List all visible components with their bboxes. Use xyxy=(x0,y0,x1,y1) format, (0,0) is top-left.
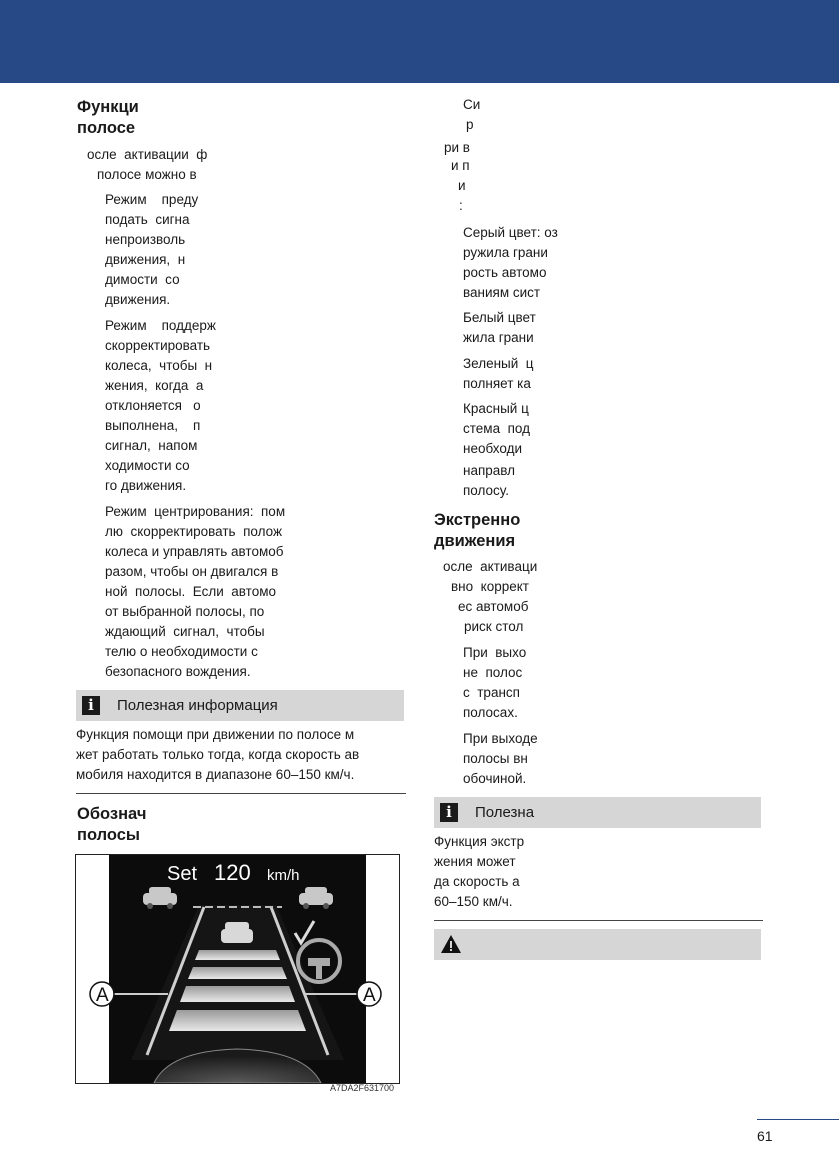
text-line: вно коррект xyxy=(451,579,529,594)
text-line: рость автомо xyxy=(463,265,547,280)
text-line: обочиной. xyxy=(463,771,527,786)
section-heading: движения xyxy=(434,532,516,550)
section-heading: Обознач xyxy=(77,805,147,823)
text-line: сигнал, напом xyxy=(105,438,198,453)
text-line: от выбранной полосы, по xyxy=(105,604,265,619)
text-line: лю скорректировать полож xyxy=(105,524,283,539)
callout-a-right-label: A xyxy=(363,985,376,1006)
text-line: и xyxy=(458,178,466,193)
text-line: и п xyxy=(451,158,470,173)
text-line: р xyxy=(466,117,474,132)
text-line: полосу. xyxy=(463,483,509,498)
text-line: движения, н xyxy=(105,252,186,267)
text-line: Белый цвет xyxy=(463,310,536,325)
warning-icon xyxy=(440,934,462,954)
text-line: безопасного вождения. xyxy=(105,664,251,679)
text-line: ри в xyxy=(444,140,470,155)
callout-a-left-label: A xyxy=(96,985,109,1006)
warning-bar xyxy=(434,929,761,960)
section-heading: полосе xyxy=(77,119,136,137)
text-line: жила грани xyxy=(463,330,534,345)
text-line: полосы вн xyxy=(463,751,528,766)
text-line: направл xyxy=(463,463,516,478)
text-line: выполнена, п xyxy=(105,418,201,433)
text-line: разом, чтобы он двигался в xyxy=(105,564,279,579)
info-icon: i xyxy=(440,803,458,822)
text-line: непроизволь xyxy=(105,232,186,247)
footer-rule xyxy=(757,1119,839,1120)
text-line: ес автомоб xyxy=(458,599,529,614)
text-line: колеса и управлять автомоб xyxy=(105,544,284,559)
info-text-line: 60–150 км/ч. xyxy=(434,894,513,909)
speed-unit: km/h xyxy=(267,867,300,884)
text-line: жения, когда а xyxy=(105,378,204,393)
text-line: ходимости со xyxy=(105,458,190,473)
text-line: Серый цвет: оз xyxy=(463,225,558,240)
text-line: стема под xyxy=(463,421,530,436)
text-line: осле активаци xyxy=(443,559,538,574)
set-label: Set xyxy=(167,863,198,885)
text-line: Режим преду xyxy=(105,192,199,207)
divider xyxy=(76,793,406,794)
text-line: Режим центрирования: пом xyxy=(105,504,286,519)
text-line: колеса, чтобы н xyxy=(105,358,213,373)
text-line: с трансп xyxy=(463,685,520,700)
text-line: необходи xyxy=(463,441,522,456)
text-line: Режим поддерж xyxy=(105,318,216,333)
info-text-line: жения может xyxy=(434,854,516,869)
text-line: : xyxy=(459,198,463,213)
text-line: не полос xyxy=(463,665,523,680)
paragraph-line: полосе можно в xyxy=(97,167,197,182)
section-heading: Экстренно xyxy=(434,511,521,529)
section-heading: полосы xyxy=(77,826,141,844)
info-label: Полезна xyxy=(475,804,535,821)
set-speed: 120 xyxy=(214,860,251,885)
text-line: Красный ц xyxy=(463,401,529,416)
text-line: димости со xyxy=(105,272,180,287)
text-line: го движения. xyxy=(105,478,187,493)
text-line: Зеленый ц xyxy=(463,356,534,371)
text-line: ружила грани xyxy=(463,245,548,260)
text-line: полняет ка xyxy=(463,376,531,391)
text-line: телю о необходимости с xyxy=(105,644,258,659)
paragraph-line: осле активации ф xyxy=(87,147,208,162)
figure-caption: A7DA2F631700 xyxy=(330,1083,395,1093)
text-line: При выходе xyxy=(463,731,538,746)
info-text-line: Функция помощи при движении по полосе м xyxy=(76,727,355,742)
text-line: ваниям сист xyxy=(463,285,541,300)
text-line: ной полосы. Если автомо xyxy=(105,584,277,599)
divider xyxy=(434,920,763,921)
info-text-line: мобиля находится в диапазоне 60–150 км/ч. xyxy=(76,767,355,782)
info-text-line: да скорость а xyxy=(434,874,520,889)
text-line: ждающий сигнал, чтобы xyxy=(105,624,265,639)
text-line: подать сигна xyxy=(105,212,190,227)
info-label: Полезная информация xyxy=(117,697,278,714)
page-number: 61 xyxy=(757,1128,773,1144)
text-line: При выхо xyxy=(463,645,527,660)
info-text-line: Функция экстр xyxy=(434,834,525,849)
instrument-cluster-figure xyxy=(75,854,400,1084)
text-line: Си xyxy=(463,97,481,112)
text-line: полосах. xyxy=(463,705,518,720)
text-line: отклоняется о xyxy=(105,398,201,413)
info-text-line: жет работать только тогда, когда скорость ав xyxy=(76,747,360,762)
callout-layer xyxy=(76,855,399,1083)
section-heading: Функци xyxy=(77,98,139,116)
info-icon: i xyxy=(82,696,100,715)
text-line: скорректировать xyxy=(105,338,211,353)
text-line: движения. xyxy=(105,292,171,307)
info-bar xyxy=(76,690,404,721)
header-band xyxy=(0,0,839,83)
text-line: риск стол xyxy=(464,619,524,634)
info-bar xyxy=(434,797,761,828)
